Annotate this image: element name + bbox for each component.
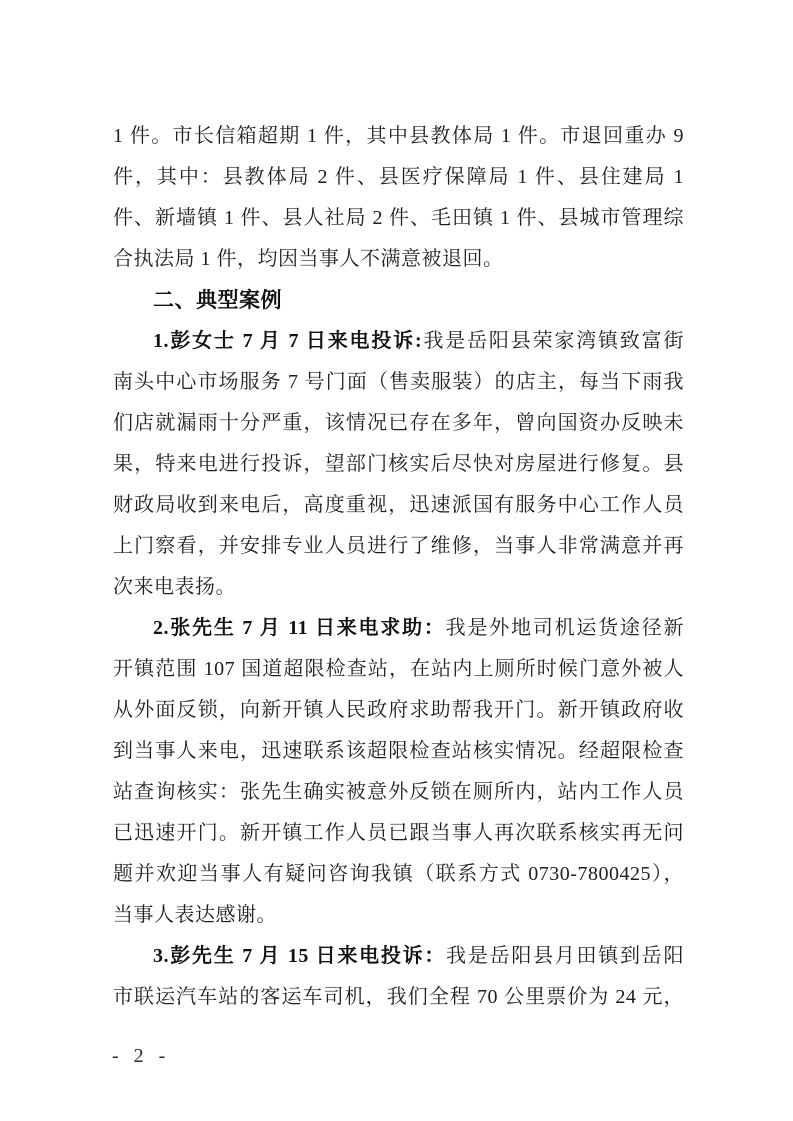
text-line xyxy=(113,403,684,444)
line-text: 上门察看，并安排专业人员进行了维修，当事人非常满意并再 xyxy=(113,535,684,557)
text-line xyxy=(113,198,684,239)
line-text: 果，特来电进行投诉，望部门核实后尽快对房屋进行修复。县 xyxy=(113,453,684,475)
line-text: 次来电表扬。 xyxy=(113,576,236,598)
line-bold-lead: 2.张先生 7 月 11 日来电求助： xyxy=(153,617,446,639)
text-line xyxy=(113,813,684,854)
line-text: 题并欢迎当事人有疑问咨询我镇（联系方式 0730-7800425）， xyxy=(113,863,684,885)
text-line xyxy=(113,936,684,977)
line-text: 我是岳阳县月田镇到岳阳 xyxy=(446,945,685,967)
text-line xyxy=(113,731,684,772)
line-bold-lead: 1.彭女士 7 月 7 日来电投诉: xyxy=(153,330,423,352)
line-text: 1 件。市长信箱超期 1 件，其中县教体局 1 件。市退回重办 9 xyxy=(113,125,684,147)
text-line xyxy=(113,157,684,198)
line-bold-lead: 3.彭先生 7 月 15 日来电投诉： xyxy=(153,945,447,967)
text-line xyxy=(113,854,684,895)
line-text: 财政局收到来电后，高度重视，迅速派国有服务中心工作人员 xyxy=(113,494,684,516)
line-text: 我是外地司机运货途径新 xyxy=(445,617,684,639)
line-text: 件，其中：县教体局 2 件、县医疗保障局 1 件、县住建局 1 xyxy=(113,166,684,188)
line-text: 当事人表达感谢。 xyxy=(113,904,277,926)
line-text: 们店就漏雨十分严重，该情况已存在多年，曾向国资办反映未 xyxy=(113,412,684,434)
line-text: 开镇范围 107 国道超限检查站，在站内上厕所时候门意外被人 xyxy=(113,658,684,680)
line-text: 件、新墙镇 1 件、县人社局 2 件、毛田镇 1 件、县城市管理综 xyxy=(113,207,684,229)
text-line xyxy=(113,895,684,936)
line-bold-lead: 二、典型案例 xyxy=(153,289,282,312)
text-line xyxy=(113,362,684,403)
line-text: 市联运汽车站的客运车司机，我们全程 70 公里票价为 24 元， xyxy=(113,986,684,1008)
line-text: 从外面反锁，向新开镇人民政府求助帮我开门。新开镇政府收 xyxy=(113,699,684,721)
text-line xyxy=(113,444,684,485)
line-text: 到当事人来电，迅速联系该超限检查站核实情况。经超限检查 xyxy=(113,740,684,762)
text-line xyxy=(113,567,684,608)
text-line xyxy=(113,116,684,157)
line-text: 合执法局 1 件，均因当事人不满意被退回。 xyxy=(113,248,504,270)
text-line xyxy=(113,321,684,362)
text-line xyxy=(113,239,684,280)
text-line xyxy=(113,526,684,567)
text-line xyxy=(113,280,684,321)
line-text: 南头中心市场服务 7 号门面（售卖服装）的店主，每当下雨我 xyxy=(113,371,684,393)
text-line xyxy=(113,608,684,649)
line-text: 我是岳阳县荣家湾镇致富街 xyxy=(422,330,684,352)
line-text: 站查询核实：张先生确实被意外反锁在厕所内，站内工作人员 xyxy=(113,781,684,803)
text-line xyxy=(113,690,684,731)
text-line xyxy=(113,772,684,813)
text-line xyxy=(113,977,684,1018)
document-body xyxy=(113,116,684,1018)
line-text: 已迅速开门。新开镇工作人员已跟当事人再次联系核实再无问 xyxy=(113,822,684,844)
page-number: - 2 - xyxy=(112,1045,171,1067)
text-line xyxy=(113,649,684,690)
text-line xyxy=(113,485,684,526)
